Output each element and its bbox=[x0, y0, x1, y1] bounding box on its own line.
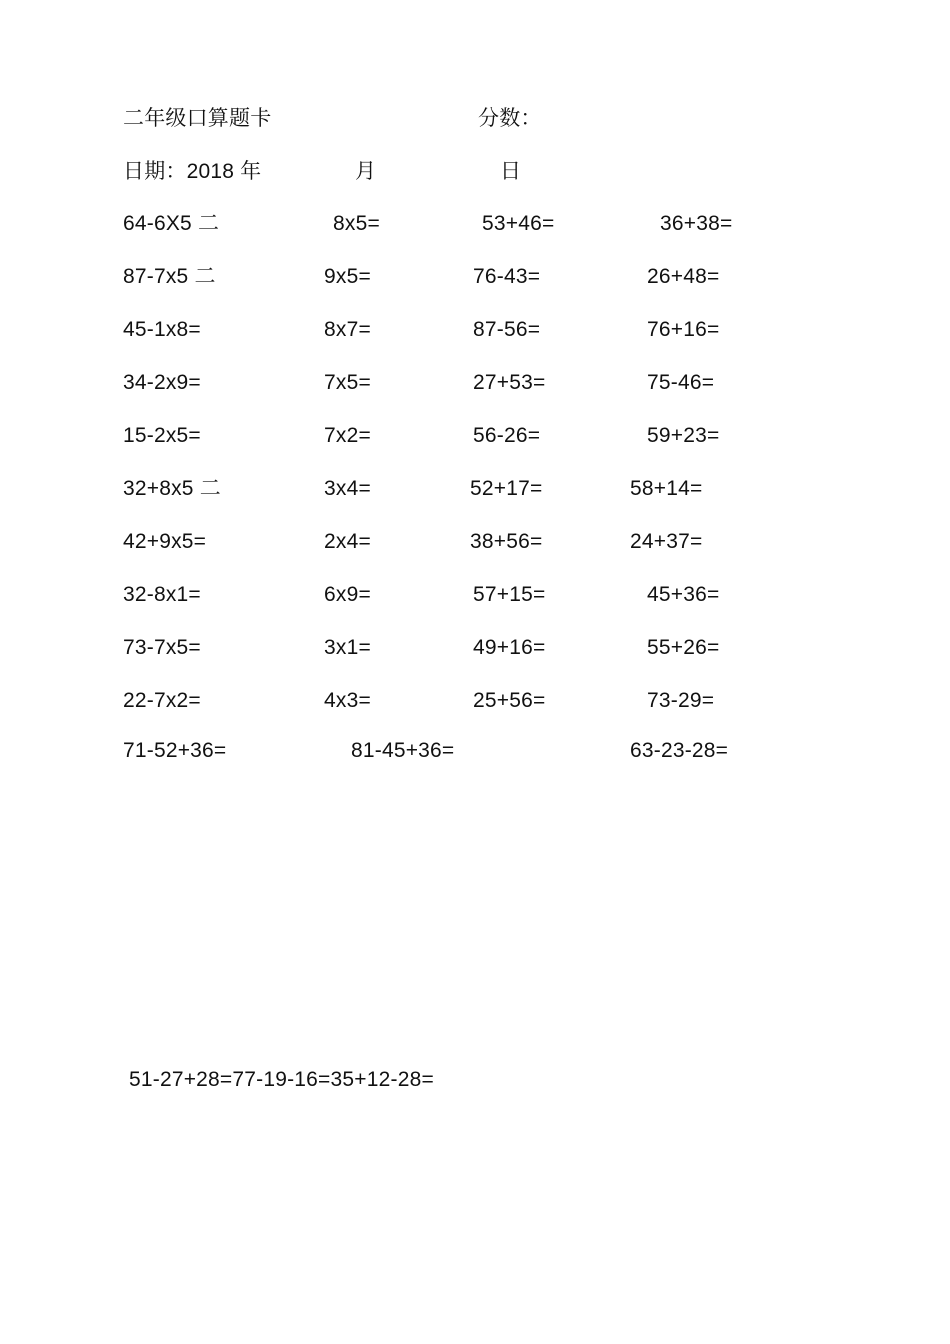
problem-r3-c2: 8x7= bbox=[324, 318, 371, 341]
problem-r9-c1: 73-7x5= bbox=[123, 636, 201, 659]
mixed-problem-1: 71-52+36= bbox=[123, 739, 227, 762]
problem-r6-c3: 52+17= bbox=[470, 477, 543, 500]
problem-r4-c2: 7x5= bbox=[324, 371, 371, 394]
problem-r6-c2: 3x4= bbox=[324, 477, 371, 500]
problem-r8-c1: 32-8x1= bbox=[123, 583, 201, 606]
worksheet-title: 二年级口算题卡 bbox=[123, 107, 272, 130]
problem-r2-c2: 9x5= bbox=[324, 265, 371, 288]
problem-r9-c2: 3x1= bbox=[324, 636, 371, 659]
problem-r7-c1: 42+9x5= bbox=[123, 530, 207, 553]
problem-r7-c3: 38+56= bbox=[470, 530, 543, 553]
problem-r9-c3: 49+16= bbox=[473, 636, 546, 659]
month-label: 月 bbox=[355, 160, 377, 183]
problem-r9-c4: 55+26= bbox=[647, 636, 720, 659]
problem-r7-c4: 24+37= bbox=[630, 530, 703, 553]
date-label: 日期：2018 年 bbox=[123, 160, 262, 183]
problem-r4-c3: 27+53= bbox=[473, 371, 546, 394]
mixed-problem-2: 81-45+36= bbox=[351, 739, 455, 762]
problem-r10-c4: 73-29= bbox=[647, 689, 715, 712]
problem-r1-c1: 64-6X5 二 bbox=[123, 212, 220, 235]
problem-r5-c3: 56-26= bbox=[473, 424, 541, 447]
problem-r7-c2: 2x4= bbox=[324, 530, 371, 553]
problem-r6-c1: 32+8x5 二 bbox=[123, 477, 221, 500]
problem-r10-c1: 22-7x2= bbox=[123, 689, 201, 712]
problem-r1-c4: 36+38= bbox=[660, 212, 733, 235]
problem-r1-c3: 53+46= bbox=[482, 212, 555, 235]
problem-r5-c2: 7x2= bbox=[324, 424, 371, 447]
score-label: 分数： bbox=[478, 107, 542, 130]
mixed-problem-3: 63-23-28= bbox=[630, 739, 729, 762]
problem-r3-c4: 76+16= bbox=[647, 318, 720, 341]
problem-r1-c2: 8x5= bbox=[333, 212, 380, 235]
problem-r5-c4: 59+23= bbox=[647, 424, 720, 447]
problem-r3-c3: 87-56= bbox=[473, 318, 541, 341]
bottom-problems-line: 51-27+28=77-19-16=35+12-28= bbox=[129, 1068, 434, 1091]
problem-r4-c1: 34-2x9= bbox=[123, 371, 201, 394]
problem-r6-c4: 58+14= bbox=[630, 477, 703, 500]
problem-r5-c1: 15-2x5= bbox=[123, 424, 201, 447]
problem-r2-c4: 26+48= bbox=[647, 265, 720, 288]
problem-r2-c1: 87-7x5 二 bbox=[123, 265, 216, 288]
day-label: 日 bbox=[500, 160, 522, 183]
problem-r10-c3: 25+56= bbox=[473, 689, 546, 712]
problem-r10-c2: 4x3= bbox=[324, 689, 371, 712]
problem-r4-c4: 75-46= bbox=[647, 371, 715, 394]
problem-r8-c2: 6x9= bbox=[324, 583, 371, 606]
problem-r8-c3: 57+15= bbox=[473, 583, 546, 606]
problem-r3-c1: 45-1x8= bbox=[123, 318, 201, 341]
problem-r8-c4: 45+36= bbox=[647, 583, 720, 606]
problem-r2-c3: 76-43= bbox=[473, 265, 541, 288]
